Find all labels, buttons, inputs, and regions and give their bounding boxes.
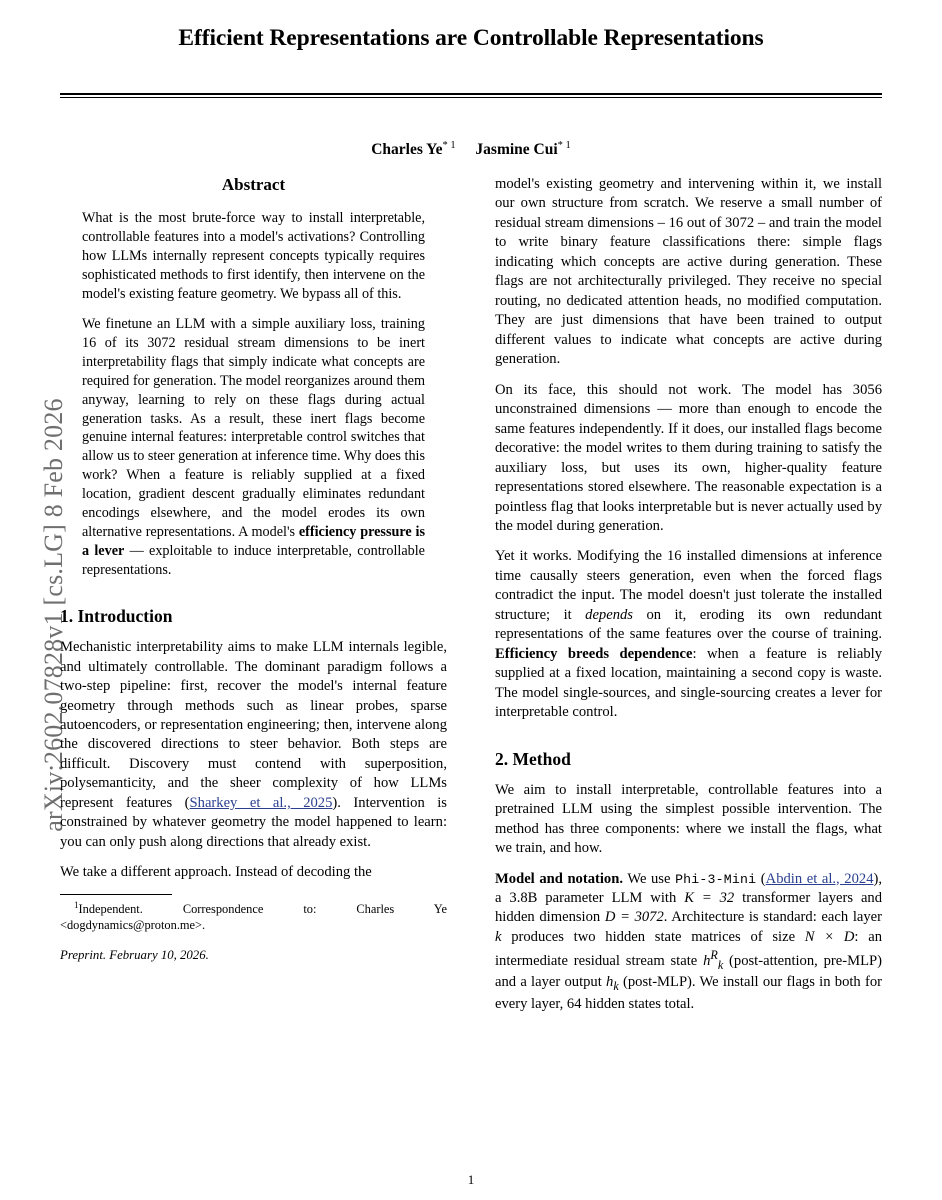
mn-text-d: transformer layers and hidden dimension bbox=[495, 890, 883, 926]
mn-text-c: ), a 3.8B parameter LLM with bbox=[495, 870, 883, 906]
abstract-p2-text-b: — exploitable to induce interpretable, controllable representations. bbox=[82, 543, 425, 579]
mn-text-e: . Architecture is standard: each layer bbox=[663, 909, 882, 926]
page-footer-number: 1 bbox=[467, 1172, 475, 1187]
abstract-section bbox=[60, 175, 447, 580]
intro-p4-text-a: Yet it works. Modifying the 16 installed dimensions at inference time causally steers generation, even when the forced flags contradict the input. The model doesn't just tolerate the installed structure; it bbox=[495, 548, 882, 623]
author-marks: * 1 bbox=[557, 139, 571, 151]
math-h-subscript: k bbox=[717, 958, 724, 973]
title-block bbox=[60, 0, 882, 159]
intro-p4-italic: depends bbox=[585, 606, 633, 623]
author-list bbox=[60, 139, 882, 159]
abstract-paragraph-2 bbox=[82, 315, 425, 580]
intro-paragraph-2: We take a different approach. Instead of decoding the bbox=[60, 864, 372, 881]
section-heading-introduction: 1. Introduction bbox=[60, 606, 173, 627]
author-name: Jasmine Cui bbox=[475, 140, 558, 158]
paper-page bbox=[60, 0, 882, 1200]
citation-abdin-2024[interactable]: Abdin et al., 2024 bbox=[765, 870, 874, 887]
page-title: Efficient Representations are Controllable Representations bbox=[178, 25, 764, 51]
footnote-rule bbox=[60, 894, 172, 895]
intro-p4-text-c: : when a feature is reliably supplied at a fixed location, maintaining a second copy is waste. The model single-sources, and single-sourcing creates a lever for interpretable control. bbox=[495, 645, 882, 721]
math-hk-symbol: h bbox=[606, 974, 614, 991]
abstract-paragraph-1: What is the most brute-force way to install interpretable, controllable features into a model's activations? Controlling how LLMs internally represent concepts typically requires sophisticated methods to first identify, then intervene on the model's existing feature geometry. We bypass all of this. bbox=[82, 210, 425, 302]
model-name: Phi-3-Mini bbox=[675, 871, 757, 887]
math-k-variable: k bbox=[495, 928, 502, 945]
intro-p4-emphasis: Efficiency breeds dependence bbox=[495, 645, 693, 662]
intro-p1-text-b: ). Intervention is constrained by whatever geometry the model happened to learn: you can only push along directions that already exist. bbox=[60, 794, 447, 850]
section-heading-method: 2. Method bbox=[495, 748, 571, 769]
math-hk-subscript: k bbox=[613, 979, 619, 994]
intro-paragraph-4 bbox=[495, 547, 882, 722]
abstract-heading: Abstract bbox=[221, 175, 286, 194]
preprint-notice: Preprint. February 10, 2026. bbox=[60, 948, 209, 963]
math-n-times-d: N × D bbox=[804, 928, 855, 945]
two-column-body bbox=[60, 175, 882, 1025]
author-marks: * 1 bbox=[442, 139, 456, 151]
right-column bbox=[495, 175, 882, 1025]
math-h-symbol: h bbox=[703, 953, 711, 970]
intro-p4-text-b: on it, eroding its own redundant representations of the same features over the course of training. bbox=[495, 606, 882, 643]
arxiv-stamp: arXiv:2602.07828v1 [cs.LG] 8 Feb 2026 bbox=[39, 398, 68, 832]
intro-paragraph-3: On its face, this should not work. The model has 3056 unconstrained dimensions — more than enough to encode the same features independently. If it does, our installed flags become decorative: the model writes to them during training to satisfy the auxiliary loss, but uses its own, higher-quality feature representations stored elsewhere. The reasonable expectation is a pointless flag that looks interpretable but is never actually used by the model during generation. bbox=[495, 381, 882, 534]
abstract-p2-emphasis: efficiency pressure is a lever bbox=[82, 524, 425, 560]
math-h-residual bbox=[703, 948, 724, 973]
author-entry bbox=[371, 141, 455, 158]
mn-text-f: produces two hidden state matrices of size bbox=[501, 928, 805, 945]
mn-text-h: (post-attention, pre-MLP) and a layer output bbox=[495, 953, 882, 991]
intro-paragraph-1 bbox=[60, 638, 447, 852]
author-name: Charles Ye bbox=[371, 140, 443, 158]
math-h-output bbox=[606, 974, 619, 994]
intro-paragraph-2-continued: model's existing geometry and intervening within it, we install our own structure from scratch. We reserve a small number of residual stream dimensions – 16 out of 3072 – and train the model to write binary feature classifications there: simple flags indicating which concepts are active during generation. These flags are not architecturally privileged. They receive no special routing, no dedicated attention heads, no modified computation. They are just dimensions that have been trained to output different values to indicate what concepts are active during generation. bbox=[495, 176, 882, 368]
citation-sharkey-2025[interactable]: Sharkey et al., 2025 bbox=[189, 794, 333, 811]
footnote-body: Independent. Correspondence to: Charles Ye <dogdynamics@proton.me>. bbox=[60, 901, 447, 932]
math-k-layers: K = 32 bbox=[684, 890, 735, 906]
mn-text-g: : an intermediate residual stream state bbox=[495, 928, 883, 970]
mn-text-i: (post-MLP). We install our flags in both for every layer, 64 hidden states total. bbox=[495, 974, 882, 1012]
method-paragraph-1: We aim to install interpretable, controllable features into a pretrained LLM using the simplest possible intervention. The method has three components: where we install the flags, what we train, and how. bbox=[495, 781, 882, 857]
title-rule-top bbox=[60, 93, 882, 95]
footnote-text bbox=[60, 900, 447, 933]
math-h-superscript: R bbox=[710, 948, 718, 963]
mn-text-a: We use bbox=[623, 870, 676, 887]
abstract-p2-text-a: We finetune an LLM with a simple auxiliary loss, training 16 of its 3072 residual stream dimensions to be inert interpretability flags that simply indicate what concepts are required for generation. The model reorganizes around them anyway, learning to rely on these flags during actual generation tasks. As a result, these inert flags become genuine internal features: interpretable control switches that allow us to steer generation at inference time. Why does this work? When a feature is reliably supplied at a fixed location, gradient descent gradually eliminates redundant encodings elsewhere, and the model erodes its own alternative representations. A model's bbox=[82, 315, 425, 541]
mn-text-b: ( bbox=[756, 870, 766, 887]
method-model-notation bbox=[495, 870, 882, 1014]
footnote-marker: 1 bbox=[74, 899, 79, 910]
title-rule-bottom bbox=[60, 97, 882, 98]
intro-p1-text-a: Mechanistic interpretability aims to make LLM internals legible, and ultimately controllable. The dominant paradigm follows a two-step pipeline: first, recover the model's internal feature geometry through methods such as linear probes, sparse autoencoders, or representation engineering; then, intervene along the discovered directions to steer behavior. Both steps are difficult. Discovery must contend with superposition, polysemanticity, and the sheer complexity of how LLMs represent features ( bbox=[60, 639, 447, 811]
model-notation-label: Model and notation. bbox=[495, 870, 623, 887]
left-column bbox=[60, 175, 447, 1025]
author-entry bbox=[475, 141, 570, 158]
math-d-hidden: D = 3072 bbox=[604, 909, 664, 926]
